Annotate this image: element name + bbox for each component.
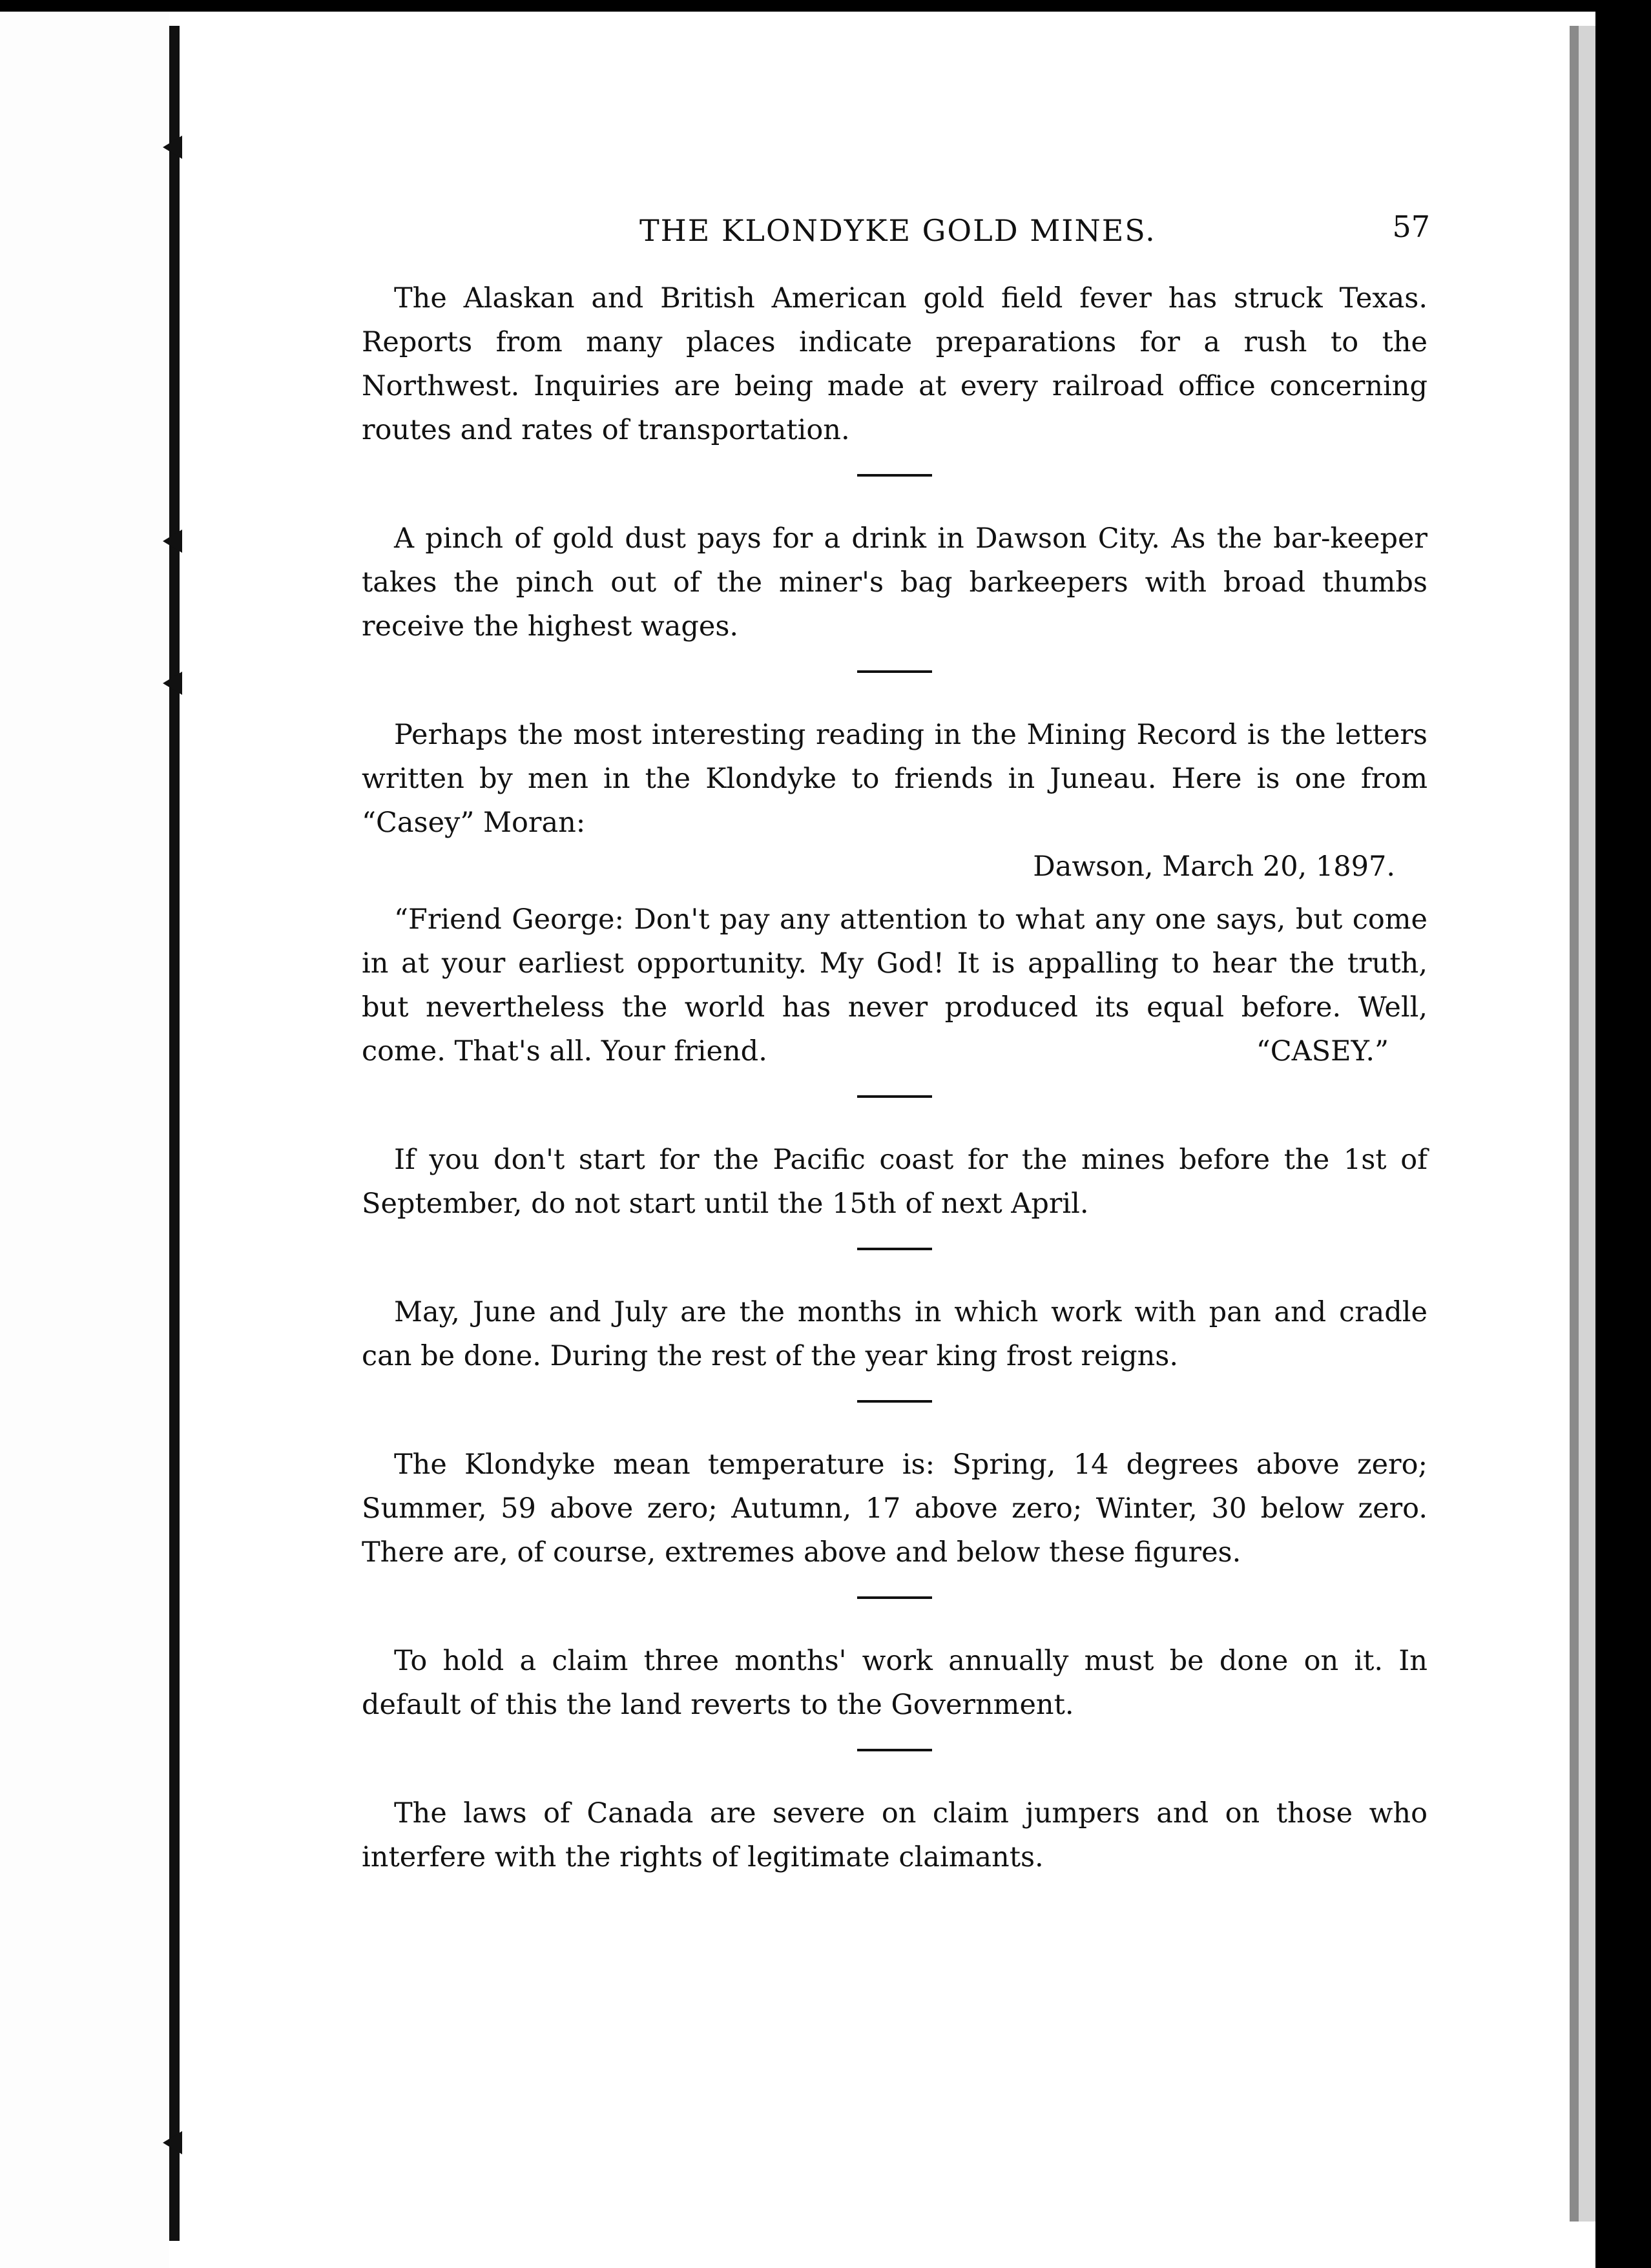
paragraph-texas-fever: The Alaskan and British American gold field fever has struck Texas. Reports from many places indicate preparations for a rush to the Northwest. Inquiries are being made at every railroad office concerning routes and rates of transportation. bbox=[362, 282, 1428, 446]
section-divider bbox=[857, 1596, 932, 1599]
paragraph-temperature: The Klondyke mean temperature is: Spring, 14 degrees above zero; Summer, 59 above zero; Autumn, 17 above zero; Winter, 30 below zero. There are, of course, extremes above and below these figures. bbox=[362, 1448, 1428, 1569]
text-block bbox=[362, 207, 1428, 1879]
letter-signature: “CASEY.” bbox=[1256, 1035, 1389, 1067]
paragraph-working-months: May, June and July are the months in which work with pan and cradle can be done. During the rest of the year king frost reigns. bbox=[362, 1296, 1428, 1372]
section-divider bbox=[857, 1248, 932, 1250]
paragraph-claim-work: To hold a claim three months' work annually must be done on it. In default of this the land reverts to the Government. bbox=[362, 1645, 1428, 1721]
page-header bbox=[362, 207, 1428, 258]
letter-body bbox=[362, 898, 1428, 1073]
running-head: THE KLONDYKE GOLD MINES. bbox=[639, 213, 1156, 248]
facing-page-margin bbox=[0, 12, 169, 2268]
page-edge-shadow bbox=[1570, 26, 1579, 2222]
paragraph-gold-dust: A pinch of gold dust pays for a drink in Dawson City. As the bar-keeper takes the pinch out of the miner's bag barkeepers with broad thumbs receive the highest wages. bbox=[362, 522, 1428, 643]
section-divider bbox=[857, 1400, 932, 1403]
section-divider bbox=[857, 1749, 932, 1751]
letter-dateline: Dawson, March 20, 1897. bbox=[1033, 850, 1395, 883]
section-divider bbox=[857, 1095, 932, 1098]
paragraph-mining-record: Perhaps the most interesting reading in the Mining Record is the letters written by men in the Klondyke to friends in Juneau. Here is one from “Casey” Moran: bbox=[362, 719, 1428, 839]
paragraph-casey-letter: “Friend George: Don't pay any attention to what any one says, but come in at your earliest opportunity. My God! It is appalling to hear the truth, but nevertheless the world has never produced its equal before. Well, come. That's all. Your friend. bbox=[362, 903, 1428, 1067]
page-number: 57 bbox=[1392, 209, 1430, 244]
paragraph-start-date: If you don't start for the Pacific coast for the mines before the 1st of September, do not start until the 15th of next April. bbox=[362, 1144, 1428, 1220]
section-divider bbox=[857, 474, 932, 477]
paragraph-canada-laws: The laws of Canada are severe on claim jumpers and on those who interfere with the rights of legitimate claimants. bbox=[362, 1797, 1428, 1873]
binding-edge bbox=[169, 26, 180, 2241]
page-edge-stack bbox=[1579, 26, 1595, 2222]
scan-right-border bbox=[1595, 0, 1651, 2268]
section-divider bbox=[857, 670, 932, 673]
